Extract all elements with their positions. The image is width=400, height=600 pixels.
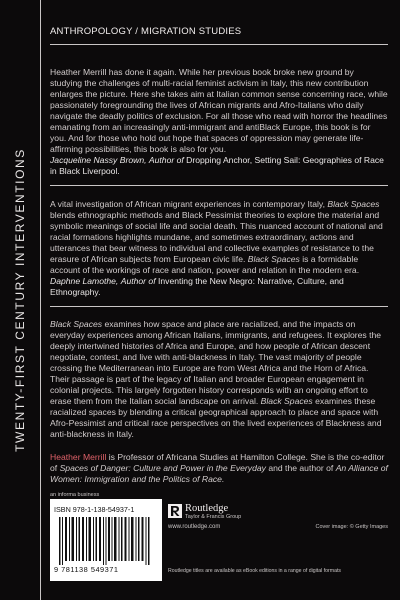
endorsement-1-work: Dropping Anchor, Setting Sail: Geographies of Race in Black Liverpool.: [50, 155, 384, 176]
book-title: Black Spaces: [50, 319, 103, 329]
publisher-subtitle: Taylor & Francis Group: [185, 514, 242, 520]
author-bio: [50, 440, 388, 485]
text-part: and the author of: [265, 463, 336, 473]
barcode-icon: [59, 517, 153, 565]
back-cover-content: [50, 0, 388, 485]
author-name: Heather Merrill: [50, 452, 107, 462]
endorsement-2: [50, 186, 388, 306]
isbn-label: ISBN 978-1-138-54937-1: [54, 505, 135, 514]
routledge-logo-icon: [168, 504, 182, 518]
series-spine: [0, 0, 41, 600]
book-title: Black Spaces: [327, 199, 380, 209]
book-title: Spaces of Danger: Culture and Power in the Everyday: [59, 463, 266, 473]
informa-tagline: an informa business: [50, 492, 100, 498]
endorsement-1-text: Heather Merrill has done it again. While her previous book broke new ground by studying the challenges of multi-racial feminist activism in Italy, this new contribution enlarges the picture. Here she takes aim at Italian common sense concerning race, while passionately foregrounding the lives of African migrants and Afro-Italians who daily navigate the deadly politics of exclusion. For all those who read with horror the headlines emanating from an increasingly anti-immigrant and antiBlack Europe, this book is for you. And for those who hold out hope that spaces of oppression may generate life-affirming possibilities, this book is also for you.: [50, 67, 388, 154]
endorsement-1-author-of: Author of: [148, 155, 184, 165]
footer: [50, 492, 388, 600]
book-title: Black Spaces: [260, 396, 313, 406]
barcode-number: 9 781138 549371: [54, 565, 119, 574]
text-part: is a formidable account of the workings of race and nation, power and relation in the modern era.: [50, 254, 360, 275]
cover-image-credit: Cover image: © Getty Images: [315, 524, 388, 530]
publisher-name: Routledge: [185, 503, 229, 514]
endorsement-2-author: Daphne Lamothe,: [50, 276, 119, 286]
endorsement-2-work: Inventing the New Negro: Narrative, Culture, and Ethnography.: [50, 276, 344, 297]
ebook-note: Routledge titles are available as eBook editions in a range of digital formats: [168, 568, 342, 574]
book-description: [50, 307, 388, 440]
publisher-website: www.routledge.com: [168, 524, 221, 530]
description-text: [50, 319, 388, 440]
barcode-panel: [50, 499, 162, 581]
text-part: examines how space and place are racialized, and the impacts on everyday experiences among African Italians, immigrants, and refugees. It explores the deeply intertwined histories of Africa and Europe, and how people of African descent negotiate, contest, and live with anti-blackness in Italy. The vast majority of people crossing the Mediterranean into Europe are from West Africa and the Horn of Africa. Their passage is part of the legacy of Italian and broader European engagement in colonial projects. This largely forgotten history corresponds with an ongoing effort to erase them from the Italian social landscape on arrival.: [50, 319, 382, 406]
endorsement-1: [50, 45, 388, 185]
endorsement-2-attribution: [50, 276, 388, 306]
endorsement-2-text: [50, 199, 388, 276]
text-part: is Professor of Africana Studies at Hamilton College. She is the co-editor of: [50, 452, 385, 473]
book-title: An Alliance of Women: Immigration and the Politics of Race.: [50, 463, 388, 484]
book-title: Black Spaces: [247, 254, 300, 264]
text-part: blends ethnographic methods and Black Pessimist theories to explore the material and symbolic meanings of social life and social death. This nuanced account of national and racial formations highlights mundane, and sometimes extraordinary, actions and utterances that bear witness to individual and collective examples of resistance to the erasure of African subjects from European civic life.: [50, 210, 383, 264]
endorsement-2-author-of: Author of: [120, 276, 156, 286]
endorsement-1-attribution: [50, 155, 388, 185]
text-part: A vital investigation of African migrant experiences in contemporary Italy,: [50, 199, 328, 209]
author-bio-text: [50, 452, 388, 485]
series-title: TWENTY-FIRST CENTURY INTERVENTIONS: [13, 148, 27, 452]
text-part: examines these racialized spaces by blending a critical geographical approach to place and space with Afro-Pessimist and critical race perspectives on the lived experiences of Blackness and anti-blackness in Italy.: [50, 396, 382, 439]
endorsement-1-author: Jacqueline Nassy Brown,: [50, 155, 147, 165]
subject-category: ANTHROPOLOGY / MIGRATION STUDIES: [50, 0, 388, 45]
